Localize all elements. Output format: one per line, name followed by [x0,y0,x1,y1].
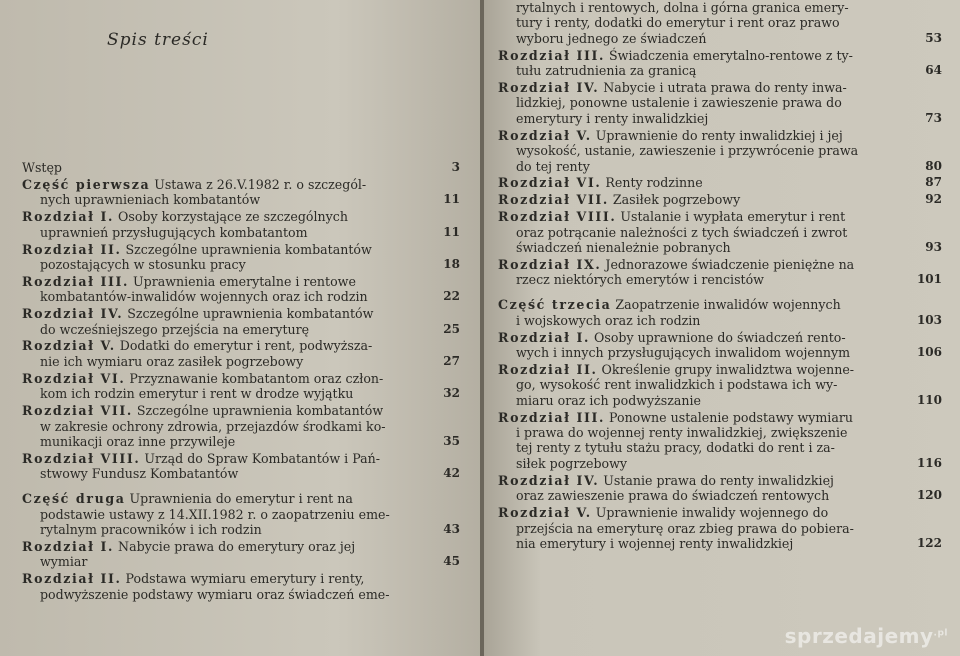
toc-entry-line [22,419,424,434]
toc-entry-text [498,0,906,46]
toc-entry-line-text: nie ich wymiaru oraz zasiłek pogrzebowy [40,353,304,369]
toc-entry-line [498,0,906,15]
toc-entry-line-text: kombatantów-inwalidów wojennych oraz ich rodzin [40,289,368,305]
toc-entry [498,192,942,207]
toc-entry-line-text: lidzkiej, ponowne ustalenie i zawieszenie prawa do [516,95,842,111]
toc-entry-line [498,393,906,408]
toc-entry-lead: Rozdział I. [22,538,115,554]
toc-entry-line-text: Ustalanie i wypłata emerytur i rent [620,209,846,225]
toc-entry [22,491,460,537]
toc-page-number: 116 [916,455,942,470]
toc-entry-line-text: rytalnym pracowników i ich rodzin [40,521,262,537]
toc-entry-text [498,473,906,504]
toc-entry-line [22,466,424,481]
toc-entry-lead: Rozdział II. [22,241,122,257]
toc-entry-line [22,451,424,466]
toc-entry-text [22,242,424,273]
toc-entry-line [498,209,906,224]
toc-entry-lead: Rozdział III. [498,409,606,425]
toc-page-number: 80 [925,158,942,173]
toc-entry-line-text: kom ich rodzin emerytur i rent w drodze wyjątku [40,386,354,402]
toc-page-number: 73 [925,110,942,125]
toc-entry-line-text: wymiar [40,554,88,570]
toc-page-number: 43 [443,521,460,536]
toc-entry-line-text: Szczególne uprawnienia kombatantów [125,241,372,257]
toc-entry-lead: Rozdział VII. [22,403,133,419]
toc-entry-line [498,15,906,30]
toc-entry-line-text: tułu zatrudnienia za granicą [516,63,697,79]
toc-page-number: 103 [916,312,942,327]
toc-entry-line-text: Renty rodzinne [605,175,703,191]
toc-entry-lead: Rozdział VI. [498,175,602,191]
toc-entry-line [498,440,906,455]
toc-entry-text [22,371,424,402]
toc-entry-line [498,456,906,471]
toc-entry-text [498,330,906,361]
toc-entry-line-text: do tej renty [516,158,590,174]
toc-entry [498,473,942,504]
toc-entry-line [498,272,906,287]
toc-entry-text [498,505,906,551]
toc-entry-text [498,128,906,174]
toc-entry-line [22,539,424,554]
toc-page-number: 92 [925,192,942,207]
toc-page-number: 11 [443,224,460,239]
toc-entry [498,410,942,472]
toc-entry-line [22,289,424,304]
toc-entry-line [22,192,424,207]
toc-entry-line [498,63,906,78]
watermark-text: sprzedajemy [784,624,934,648]
page-heading: Spis treści [107,30,209,50]
toc-entry-line-text: go, wysokość rent inwalidzkich i podstawa ich wy- [516,377,838,393]
toc-entry-line-text: nych uprawnieniach kombatantów [40,192,261,208]
toc-entry-line-text: Uprawnienie do renty inwalidzkiej i jej [595,127,843,143]
toc-page-number: 35 [443,433,460,448]
toc-page-number: 42 [443,466,460,481]
toc-page-number: 27 [443,353,460,368]
toc-entry-line [498,297,906,312]
toc-entry-line-text: przejścia na emeryturę oraz zbieg prawa do pobiera- [516,520,854,536]
toc-entry [498,297,942,328]
toc-entry-line [22,403,424,418]
toc-entry-line [22,386,424,401]
toc-entry-line-text: Ustawa z 26.V.1982 r. o szczegól- [154,176,367,192]
toc-entry [22,242,460,273]
toc-entry-lead: Rozdział III. [22,273,130,289]
toc-entry-line-text: Zaopatrzenie inwalidów wojennych [615,297,841,313]
toc-entry-text [498,257,906,288]
toc-entry-lead: Rozdział VII. [498,192,609,208]
toc-entry-lead: Rozdział I. [498,329,591,345]
toc-entry [22,338,460,369]
toc-entry-text [498,192,906,207]
toc-entry-text [22,274,424,305]
toc-entry-line [498,377,906,392]
toc-entry-line [22,209,424,224]
toc-entry-line-text: i wojskowych oraz ich rodzin [516,312,701,328]
toc-entry-line [22,587,424,602]
section-gap [22,483,460,491]
toc-entry-lead: Rozdział V. [22,338,116,354]
toc-entry-line-text: świadczeń nienależnie pobranych [516,240,731,256]
toc-page-number: 64 [925,63,942,78]
toc-entry [22,403,460,449]
toc-entry-line-text: miaru oraz ich podwyższanie [516,392,701,408]
toc-entry-line [22,434,424,449]
toc-entry-text [22,451,424,482]
toc-page-number: 25 [443,321,460,336]
toc-entry-line-text: Określenie grupy inwalidztwa wojenne- [601,361,855,377]
toc-entry-line-text: wych i innych przysługujących inwalidom wojennym [516,345,851,361]
toc-entry-line [498,143,906,158]
toc-entry-text [498,48,906,79]
toc-page-number: 106 [916,345,942,360]
toc-entry-line [498,425,906,440]
toc-entry-line [22,225,424,240]
toc-entry-text [498,209,906,255]
toc-list-right [498,0,942,551]
toc-entry [22,306,460,337]
toc-entry-line-text: do wcześniejszego przejścia na emeryturę [40,321,310,337]
toc-entry-line-text: Podstawa wymiaru emerytury i renty, [125,571,365,587]
toc-entry-lead: Rozdział V. [498,505,592,521]
toc-entry-lead: Rozdział III. [498,47,606,63]
toc-entry-line [22,160,424,175]
toc-entry-line-text: Urząd do Spraw Kombatantów i Pań- [144,450,380,466]
toc-page-number: 18 [443,256,460,271]
toc-entry-line [498,111,906,126]
toc-entry-line [22,274,424,289]
toc-entry-line [498,488,906,503]
toc-entry [498,175,942,190]
toc-entry-line-text: Szczególne uprawnienia kombatantów [136,403,384,419]
toc-entry-line [498,410,906,425]
toc-entry-line [498,345,906,360]
toc-entry-text [22,177,424,208]
toc-entry-text [22,491,424,537]
toc-page-number: 87 [925,175,942,190]
toc-entry-line [498,313,906,328]
toc-entry-line [498,95,906,110]
toc-entry-line [498,330,906,345]
toc-entry-line-text: w zakresie ochrony zdrowia, przejazdów środkami ko- [40,418,386,434]
toc-page-number: 101 [916,272,942,287]
toc-entry [498,505,942,551]
toc-entry-line [22,491,424,506]
toc-entry-line [498,80,906,95]
toc-entry-line-text: Uprawnienia do emerytur i rent na [129,491,353,507]
toc-entry-lead: Rozdział V. [498,127,592,143]
toc-entry-line [22,354,424,369]
toc-list-left [22,160,460,602]
toc-entry [22,209,460,240]
toc-page-number: 120 [916,488,942,503]
toc-entry-line [22,554,424,569]
section-gap [498,289,942,297]
toc-page-number: 110 [916,392,942,407]
toc-entry-text [22,306,424,337]
toc-entry-lead: Rozdział VIII. [498,209,617,225]
toc-entry-text [498,410,906,472]
toc-entry-line-text: Jednorazowe świadczenie pieniężne na [605,257,855,272]
toc-entry-text [22,209,424,240]
toc-page-number: 22 [443,289,460,304]
toc-entry-line [498,48,906,63]
toc-page-number: 53 [925,30,942,45]
toc-entry-line-text: podstawie ustawy z 14.XII.1982 r. o zaopatrzeniu eme- [40,506,390,522]
toc-entry [22,571,460,602]
toc-entry-line-text: Uprawnienia emerytalne i rentowe [133,273,356,289]
toc-page-number: 32 [443,386,460,401]
toc-entry-lead: Rozdział IX. [498,257,602,272]
toc-entry-line-text: pozostających w stosunku pracy [40,256,246,272]
toc-entry-line-text: Nabycie i utrata prawa do renty inwa- [603,80,847,96]
toc-entry-line-text: Uprawnienie inwalidy wojennego do [595,505,829,521]
toc-entry-line-text: Zasiłek pogrzebowy [612,192,741,208]
toc-entry-line-text: Osoby korzystające ze szczególnych [118,209,348,225]
toc-entry-text [498,297,906,328]
toc-entry-line-text: Nabycie prawa do emerytury oraz jej [118,538,356,554]
toc-entry-line [498,362,906,377]
toc-entry-line [498,192,906,207]
toc-entry-line [498,31,906,46]
toc-entry-lead: Część druga [22,491,126,507]
toc-entry-text [22,403,424,449]
toc-entry-line [22,371,424,386]
toc-page-number: 3 [451,160,460,174]
toc-entry-line [22,177,424,192]
toc-entry-line-text: Świadczenia emerytalno-rentowe z ty- [609,47,853,63]
toc-entry [22,451,460,482]
toc-entry [498,80,942,126]
toc-entry-line [22,571,424,586]
toc-entry-line-text: nia emerytury i wojennej renty inwalidzkiej [516,535,794,551]
toc-entry [22,160,460,175]
toc-entry-line-text: Ponowne ustalenie podstawy wymiaru [609,409,853,425]
toc-entry-line-text: tej renty z tytułu stażu pracy, dodatki do rent i za- [516,440,835,456]
toc-entry-line-text: wysokość, ustanie, zawieszenie i przywrócenie prawa [516,143,859,159]
toc-entry-line-text: stwowy Fundusz Kombatantów [40,466,239,482]
toc-entry-line [22,522,424,537]
toc-entry [498,330,942,361]
toc-entry-line [22,242,424,257]
toc-entry-line-text: wyboru jednego ze świadczeń [516,30,707,46]
toc-entry-line-text: oraz potrącanie należności z tych świadczeń i zwrot [516,224,848,240]
toc-entry-line-text: rzecz niektórych emerytów i rencistów [516,272,764,288]
toc-entry-line [498,473,906,488]
toc-entry-line-text: Ustanie prawa do renty inwalidzkiej [603,472,834,488]
toc-entry-line [498,175,906,190]
toc-entry-text [498,362,906,408]
toc-entry-lead: Część trzecia [498,297,612,313]
toc-entry-line [498,159,906,174]
toc-entry-line [498,225,906,240]
toc-entry-lead: Rozdział VIII. [22,450,141,466]
toc-entry-lead: Rozdział II. [498,361,598,377]
toc-entry-line [498,536,906,551]
toc-entry-line-text: Szczególne uprawnienia kombatantów [127,306,374,322]
toc-page-number: 11 [443,192,460,207]
toc-entry-text [22,539,424,570]
toc-entry-line-text: munikacji oraz inne przywileje [40,433,236,449]
toc-entry [498,209,942,255]
watermark [785,624,948,648]
toc-entry-text [498,80,906,126]
toc-entry-line [22,257,424,272]
toc-entry [22,177,460,208]
toc-entry-line-text: podwyższenie podstawy wymiaru oraz świadczeń eme- [40,586,390,602]
toc-entry-line [498,505,906,520]
toc-entry [498,0,942,46]
toc-entry [498,257,942,288]
toc-entry-lead: Rozdział I. [22,209,115,225]
toc-entry [22,274,460,305]
toc-entry-line [498,128,906,143]
toc-entry-line-text: emerytury i renty inwalidzkiej [516,110,709,126]
toc-entry-text [22,338,424,369]
toc-entry [22,371,460,402]
toc-entry-text [498,175,906,190]
toc-entry-line-text: Przyznawanie kombatantom oraz człon- [129,370,384,386]
toc-entry-line [22,507,424,522]
watermark-suffix: .pl [933,628,948,639]
toc-entry-lead: Rozdział II. [22,571,122,587]
toc-entry-line-text: siłek pogrzebowy [516,455,628,471]
toc-entry-line-text: Osoby uprawnione do świadczeń rento- [594,329,846,345]
toc-entry-line [22,322,424,337]
toc-entry [498,362,942,408]
toc-entry-line [498,240,906,255]
toc-entry-text [22,571,424,602]
toc-entry-line-text: uprawnień przysługujących kombatantom [40,224,308,240]
toc-entry-text [22,160,424,175]
toc-entry-line-text: i prawa do wojennej renty inwalidzkiej, zwiększenie [516,425,848,441]
toc-entry-line [22,306,424,321]
toc-entry-lead: Rozdział VI. [22,370,126,386]
toc-page-number: 122 [916,535,942,550]
toc-page-number: 93 [925,240,942,255]
toc-entry-line-text: oraz zawieszenie prawa do świadczeń rentowych [516,488,830,504]
toc-entry [22,539,460,570]
toc-entry [498,128,942,174]
toc-entry-line [22,338,424,353]
toc-entry-line-text: tury i renty, dodatki do emerytur i rent oraz prawo [516,15,840,31]
toc-entry-line-text: Dodatki do emerytur i rent, podwyższa- [119,338,373,354]
toc-entry-line [498,521,906,536]
toc-entry-lead: Część pierwsza [22,176,151,192]
toc-page-number: 45 [443,554,460,569]
toc-entry [498,48,942,79]
toc-entry-line-text: rytalnych i rentowych, dolna i górna granica emery- [516,0,849,15]
toc-entry-lead: Rozdział IV. [22,306,124,322]
toc-entry-lead: Rozdział IV. [498,472,600,488]
right-page [484,0,960,656]
toc-entry-lead: Rozdział IV. [498,80,600,96]
toc-entry-line [498,257,906,272]
toc-entry-line-text: Wstęp [22,160,62,175]
